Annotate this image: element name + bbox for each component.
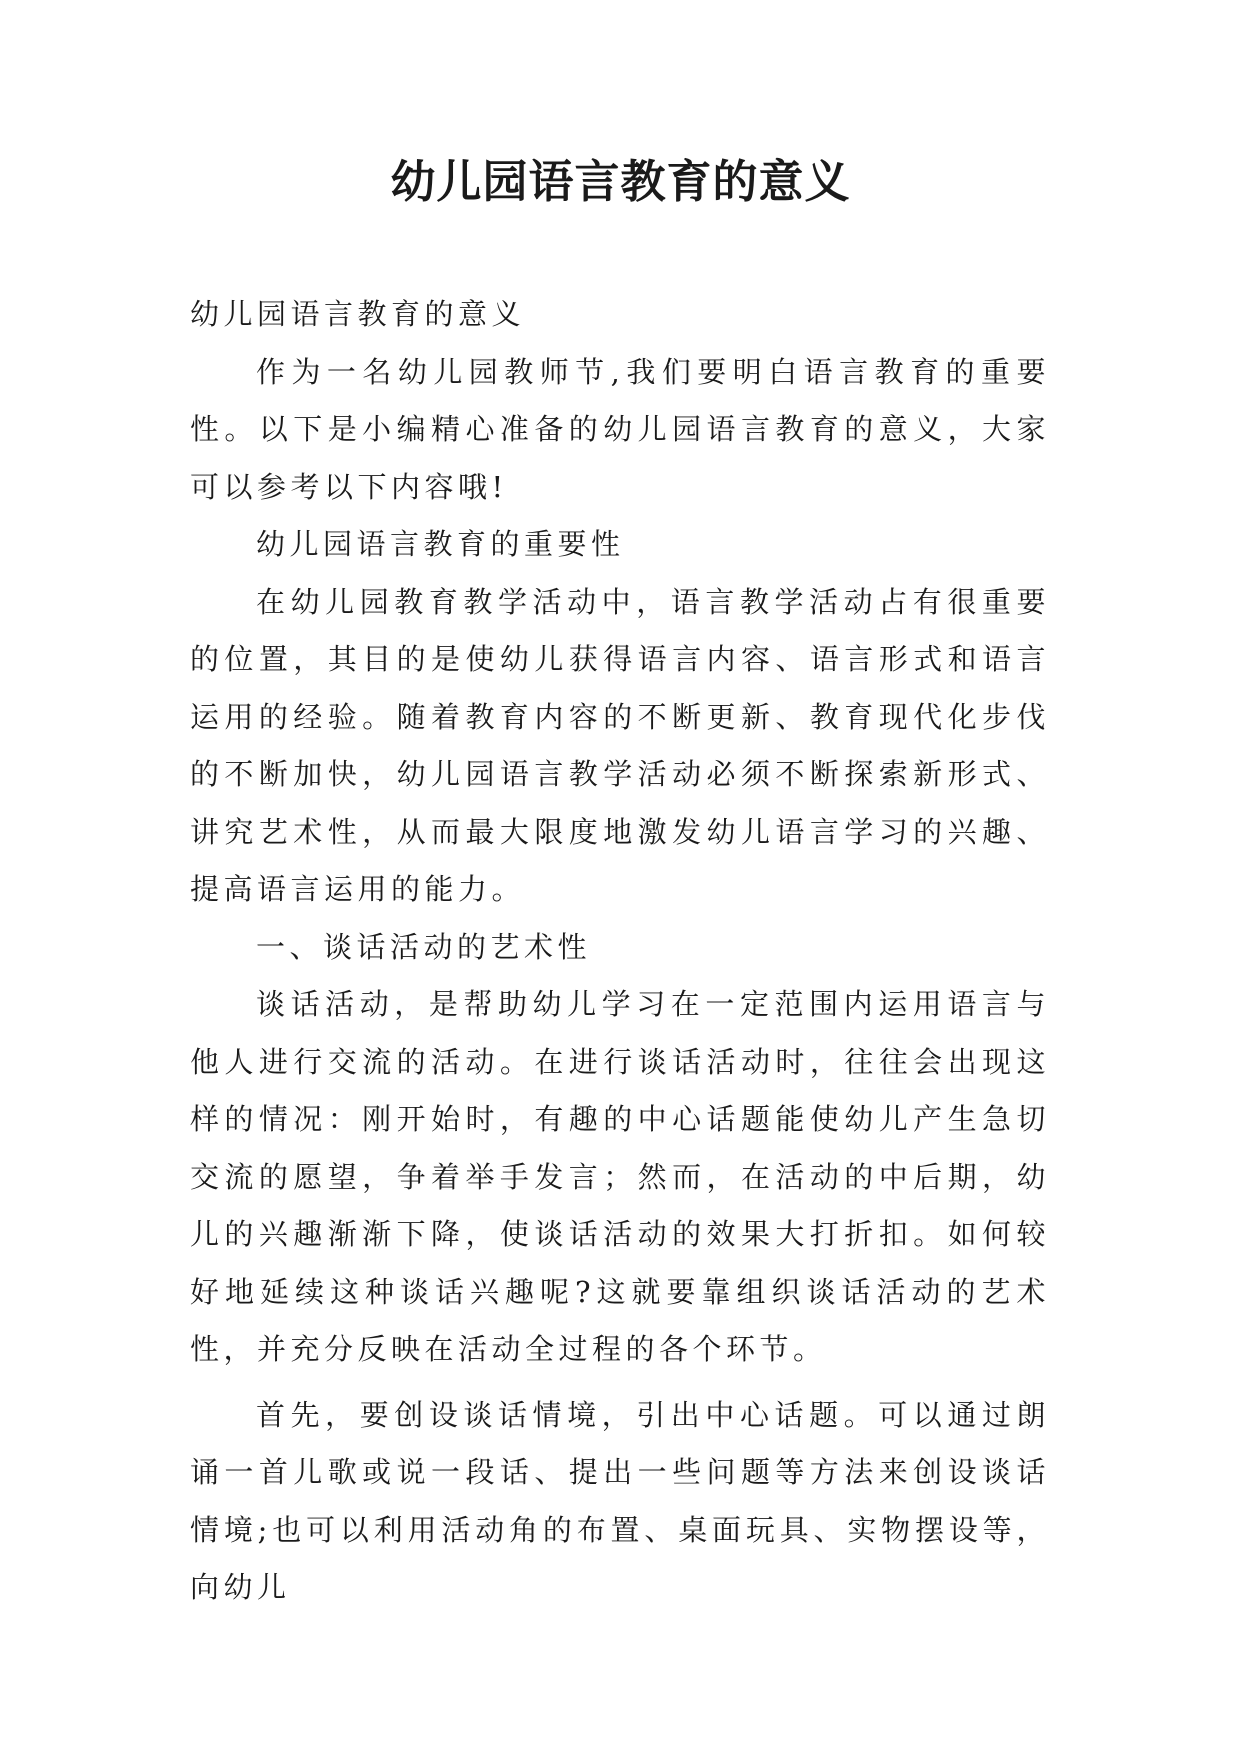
document-title: 幼儿园语言教育的意义 [390,155,851,208]
importance-paragraph: 在幼儿园教育教学活动中，语言教学活动占有很重要的位置，其目的是使幼儿获得语言内容、语言形式和语言运用的经验。随着教育内容的不断更新、教育现代化步伐的不断加快，幼儿园语言教学活动必须不断探索新形式、讲究艺术性，从而最大限度地激发幼儿语言学习的兴趣、提高语言运用的能力。 [190,584,1050,906]
document-body [190,286,1050,1617]
subtitle-paragraph: 幼儿园语言教育的意义 [190,297,526,331]
section-heading-importance: 幼儿园语言教育的重要性 [256,527,625,561]
conversation-paragraph: 谈话活动，是帮助幼儿学习在一定范围内运用语言与他人进行交流的活动。在进行谈话活动时，往往会出现这样的情况：刚开始时，有趣的中心话题能使幼儿产生急切交流的愿望，争着举手发言；然而，在活动的中后期，幼儿的兴趣渐渐下降，使谈话活动的效果大打折扣。如何较好地延续这种谈话兴趣呢?这就要靠组织谈话活动的艺术性，并充分反映在活动全过程的各个环节。 [190,987,1050,1366]
intro-paragraph: 作为一名幼儿园教师节,我们要明白语言教育的重要性。以下是小编精心准备的幼儿园语言教育的意义，大家可以参考以下内容哦! [190,354,1050,504]
section-heading-conversation: 一、谈话活动的艺术性 [256,929,592,964]
first-step-paragraph: 首先，要创设谈话情境，引出中心话题。可以通过朗诵一首儿歌或说一段话、提出一些问题等方法来创设谈话情境;也可以利用活动角的布置、桌面玩具、实物摆设等，向幼儿 [190,1397,1050,1604]
